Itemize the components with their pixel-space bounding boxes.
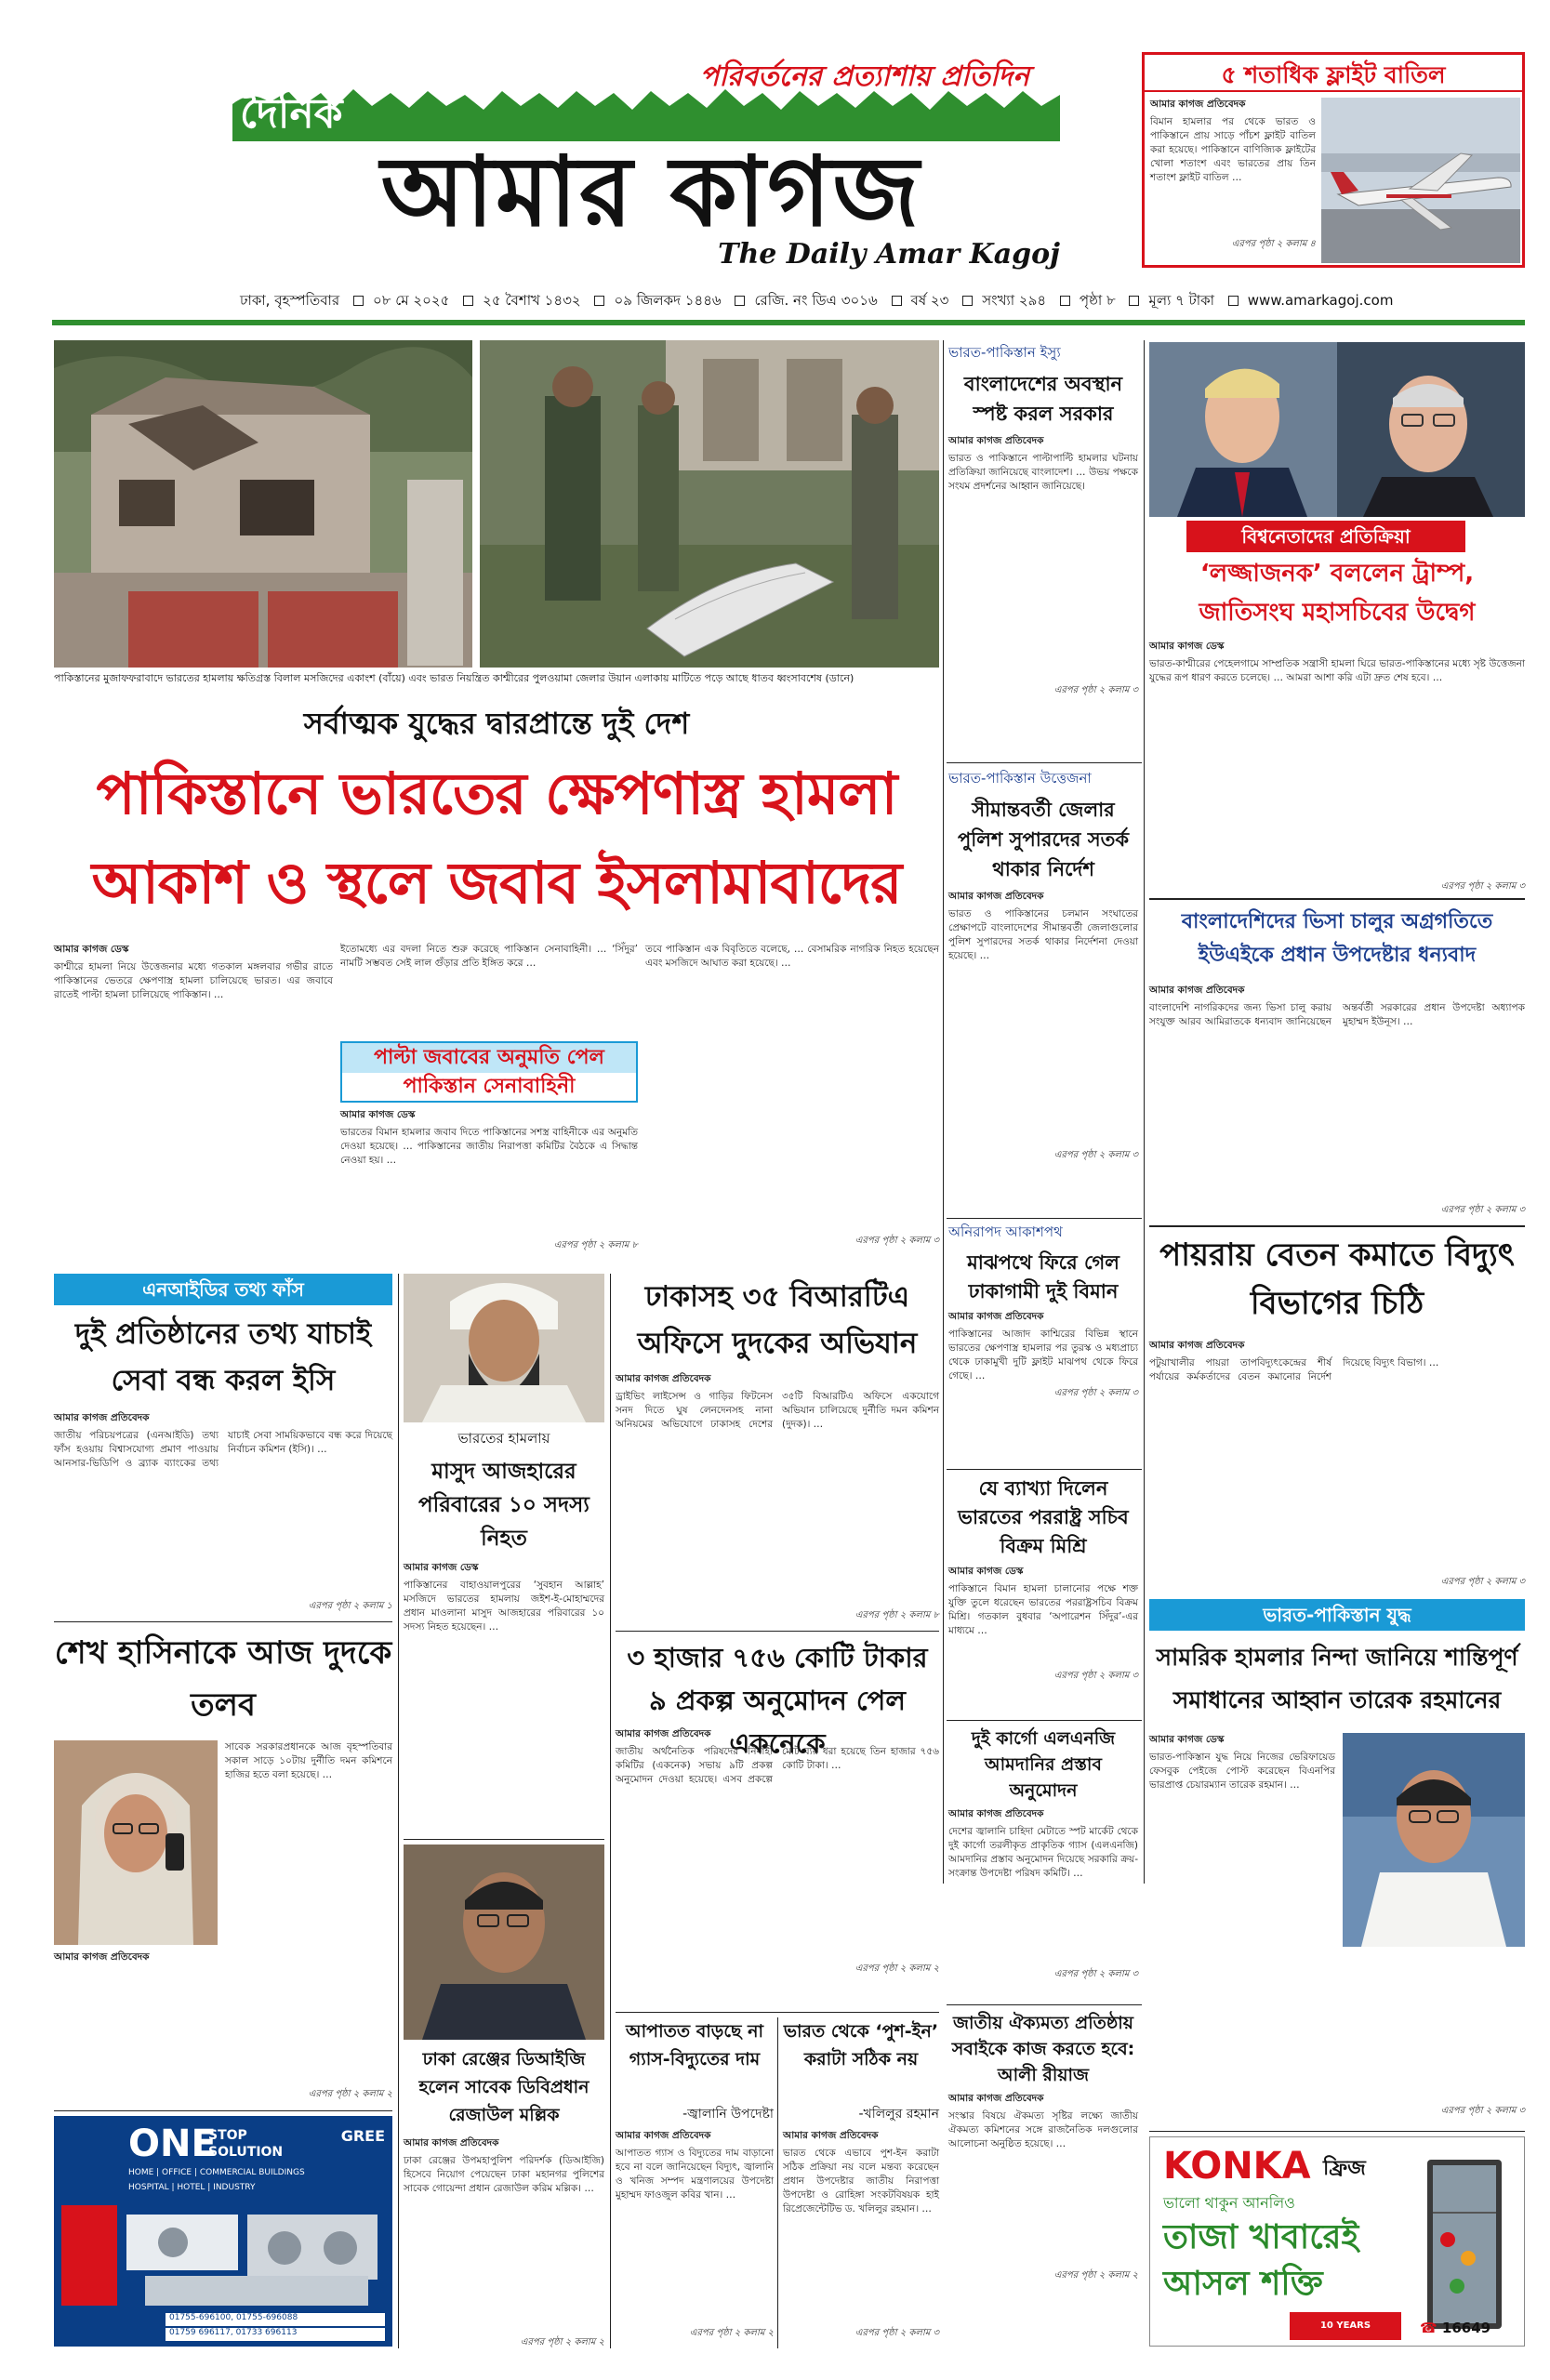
story-ecnec [616,1636,939,2008]
airspace-byline: আমার কাগজ প্রতিবেদক [948,1311,1044,1322]
lead-headline-2: আকাশ ও স্থলে জবাব ইসলামাবাদের [91,849,902,917]
ecnec-body: জাতীয় অর্থনৈতিক পরিষদের নির্বাহী কমিটির (একনেক) সভায় ৯টি প্রকল্প অনুমোদন দেওয়া হয়েছে। এসব প্রকল্পে মোট ব্যয় ধরা হয়েছে তিন হাজার ৭৫৬ কোটি টাকা। … [616,1746,939,1785]
meta-check-icon [1228,296,1239,306]
section-rule [1149,898,1525,900]
airplane-photo [1321,98,1520,263]
misri-byline: আমার কাগজ ডেস্ক [948,1566,1024,1577]
sidebar1-cont: এরপর পৃষ্ঠা ২ কলাম ৩ [1053,685,1138,695]
brta-byline: আমার কাগজ প্রতিবেদক [616,1373,711,1384]
konka-line1: ভালো থাকুন আনলিও [1163,2194,1295,2212]
one-ad-line2: HOME | OFFICE | COMMERCIAL BUILDINGS [128,2168,305,2177]
story-misri [948,1474,1138,1716]
destroyed-mosque-photo [54,340,472,668]
lead-body-col2: ইতোমধ্যে এর বদলা নিতে শুরু করেছে পাকিস্তান সেনাবাহিনী। … ‘সিঁদুর’ নামটি সম্ভবত সেই লাল গুঁড়ার প্রতি ইঙ্গিত করে … [340,944,639,969]
ecnec-cont: এরপর পৃষ্ঠা ২ কলাম ২ [854,1964,939,1974]
trump-guterres-photo [1149,342,1525,517]
one-ad-partner: GREE [340,2127,385,2145]
masthead-tagline: পরিবর্তনের প্রত্যাশায় প্রতিদিন [699,60,1030,93]
section-rule [947,1469,1142,1470]
story-unity [948,2010,1138,2317]
lead-photo-caption: পাকিস্তানের মুজাফফরাবাদে ভারতের হামলায় ক্ষতিগ্রস্ত বিলাল মসজিদের একাংশ (বাঁয়ে) এবং ভারত নিয়ন্ত্রিত কাশ্মীরের পুলওয়ামা জেলার উয়ান এলাকায় মাটিতে পড়ে আছে ধাতব ধ্বংসাবশেষ (ডানে) [54,672,854,684]
story-pushin [783,2017,939,2348]
dig-byline: আমার কাগজ প্রতিবেদক [404,2137,499,2149]
story-masood [404,1274,604,1711]
masood-body: পাকিস্তানের বাহাওয়ালপুরের ‘সুবহান আল্লাহ’ মসজিদে ভারতের হামলায় জইশ-ই-মোহাম্মদের প্রধান মাওলানা মাসুদ আজহারের পরিবারের ১০ সদস্য নিহত হয়েছেন। … [404,1580,604,1633]
pushin-cont: এরপর পৃষ্ঠা ২ কলাম ৩ [854,2328,939,2338]
section-rule [947,1720,1142,1721]
tarique-title: সামরিক হামলার নিন্দা জানিয়ে শান্তিপূর্ণ সমাধানের আহ্বান তারেক রহমানের [1156,1644,1518,1713]
lead-headline-1: পাকিস্তানে ভারতের ক্ষেপণাস্ত্র হামলা [96,760,897,827]
visa-byline: আমার কাগজ প্রতিবেদক [1149,985,1245,996]
hvac-units-image [61,2205,385,2309]
airspace-cont: এরপর পৃষ্ঠা ২ কলাম ৩ [1053,1388,1138,1398]
masthead [0,0,1550,335]
meta-reg: রেজি. নং ডিএ ৩০১৬ [754,292,878,309]
one-stop-ad[interactable] [54,2116,392,2347]
tarique-section [1149,1599,1525,2129]
column-rule [610,1274,611,2348]
dig-photo [404,1844,604,2040]
section-rule [54,1621,392,1622]
sidebar1-body: ভারত ও পাকিস্তানে পাল্টাপাল্টি হামলার ঘটনায় প্রতিক্রিয়া জানিয়েছে বাংলাদেশ। … উভয় পক্ষকে সংযম প্রদর্শনের আহ্বান জানিয়েছে। [948,453,1138,492]
hasina-byline: আমার কাগজ প্রতিবেদক [54,1951,150,1963]
section-rule [54,2110,392,2111]
pigeon-body: পটুয়াখালীর পায়রা তাপবিদ্যুৎকেন্দ্রের শীর্ষ পর্যায়ের কর্মকর্তাদের বেতন কমানোর নির্দেশ দিয়েছে বিদ্যুৎ বিভাগ। … [1149,1357,1439,1382]
konka-ad[interactable] [1149,2136,1525,2359]
flight-box-title: ৫ শতাধিক ফ্লাইট বাতিল [1145,57,1522,92]
inset-title-1: পাল্টা জবাবের অনুমতি পেল [342,1043,636,1073]
inset-title-banner [340,1041,638,1103]
story-brta [616,1274,939,1627]
section-rule [616,1631,939,1632]
section-rule [404,1839,604,1840]
inset-text [340,1108,638,1255]
pigeon-section [1149,1231,1525,1593]
lead-cont: এরপর পৃষ্ঠা ২ কলাম ৩ [854,1236,939,1246]
konka-line3: আসল শক্তি [1163,2265,1323,2303]
masthead-dainik: দৈনিক [240,90,343,138]
visa-body: বাংলাদেশি নাগরিকদের জন্য ভিসা চালু করায় সংযুক্ত আরব আমিরাতকে ধন্যবাদ জানিয়েছেন অন্তর্বর্তী সরকারের প্রধান উপদেষ্টা অধ্যাপক মুহাম্মদ ইউনূস। … [1149,1002,1525,1027]
meta-pages: পৃষ্ঠা ৮ [1079,292,1116,309]
one-ad-phones-2: 01759 696117, 01733 696113 [166,2328,385,2341]
sidebar1-byline: আমার কাগজ প্রতিবেদক [948,435,1044,446]
pushin-sub: -খলিলুর রহমান [858,2107,939,2122]
gas-byline: আমার কাগজ প্রতিবেদক [616,2130,711,2141]
lng-byline: আমার কাগজ প্রতিবেদক [948,1808,1044,1819]
hasina-photo [54,1740,218,1945]
story-gas [616,2017,774,2348]
meta-check-icon [353,296,364,306]
flight-box-byline: আমার কাগজ প্রতিবেদক [1150,99,1246,110]
column-rule [1144,340,1145,1884]
hasina-body: সাবেক সরকারপ্রধানকে আজ বৃহস্পতিবার সকাল সাড়ে ১০টায় দুর্নীতি দমন কমিশনে হাজির হতে বলা হয়েছে। … [225,1741,392,1780]
misri-title: যে ব্যাখ্যা দিলেন ভারতের পররাষ্ট্র সচিব বিক্রম মিশ্রি [958,1477,1129,1557]
lead-photo-block [54,340,939,710]
pigeon-title: পায়রায় বেতন কমাতে বিদ্যুৎ বিভাগের চিঠি [1159,1236,1515,1322]
masthead-green-rule [52,320,1525,325]
tarique-cont: এরপর পৃষ্ঠা ২ কলাম ৩ [1440,2106,1525,2116]
konka-hotline [1420,2320,1513,2340]
inset-title-2: পাকিস্তান সেনাবাহিনী [403,1075,576,1098]
brta-cont: এরপর পৃষ্ঠা ২ কলাম ৮ [854,1610,939,1620]
lead-body-col1: কাশ্মীরে হামলা নিয়ে উত্তেজনার মধ্যে গতকাল মঙ্গলবার গভীর রাতে পাকিস্তানের ভেতরে ক্ষেপণাস্ত্র হামলা চালিয়েছে ভারত। এর জবাবে রাতেই পাল্টা হামলা চালিয়েছে পাকিস্তান। … [54,961,333,1000]
lead-col-1 [54,943,333,1259]
sidebar-border-police [948,768,1138,1214]
reaction-title: ‘লজ্জাজনক’ বললেন ট্রাম্প, জাতিসংঘ মহাসচিবের উদ্বেগ [1199,560,1476,627]
konka-product: ফ্রিজ [1323,2157,1366,2180]
sidebar1-kicker: ভারত-পাকিস্তান ইস্যু [948,344,1061,361]
section-rule [1149,2131,1525,2132]
ecnec-byline: আমার কাগজ প্রতিবেদক [616,1728,711,1739]
reaction-text [1149,640,1525,900]
lead-byline: আমার কাগজ ডেস্ক [54,944,129,955]
flight-cancel-box [1142,52,1525,268]
section-rule [947,762,1142,763]
meta-check-icon [962,296,973,306]
one-ad-line1: STOP SOLUTION [208,2128,284,2160]
lng-body: দেশের জ্বালানি চাহিদা মেটাতে স্পট মার্কেট থেকে দুই কার্গো তরলীকৃত প্রাকৃতিক গ্যাস (এলএনজি) আমদানির প্রস্তাব অনুমোদন দিয়েছে সরকারি ক্রয়-সংক্রান্ত উপদেষ্টা পরিষদ কমিটি। … [948,1826,1138,1879]
section-rule [1149,1225,1525,1227]
story-dig [404,1844,604,2347]
meta-issue: সংখ্যা ২৯৪ [982,292,1047,309]
dig-title: ঢাকা রেঞ্জের ডিআইজি হলেন সাবেক ডিবিপ্রধান রেজাউল মল্লিক [418,2049,590,2125]
pushin-byline: আমার কাগজ প্রতিবেদক [783,2130,879,2141]
konka-brand: KONKA [1163,2145,1311,2188]
sidebar2-kicker: ভারত-পাকিস্তান উত্তেজনা [948,770,1092,787]
airspace-body: পাকিস্তানের আজাদ কাশ্মিরের বিভিন্ন স্থানে ভারতের ক্ষেপণাস্ত্র হামলার পর তুরস্ক ও মধ্যপ্রাচ্য থেকে ঢাকামুখী দুটি ফ্লাইট মাঝপথ থেকে ফিরে গেছে। … [948,1329,1138,1382]
pushin-title: ভারত থেকে ‘পুশ-ইন’ করাটা সঠিক নয় [783,2021,939,2069]
reaction-section [1149,342,1525,900]
meta-check-icon [1129,296,1139,306]
masood-photo [404,1274,604,1422]
story-lng [948,1726,1138,1999]
inset-cont: এরপর পৃষ্ঠা ২ কলাম ৮ [553,1240,638,1250]
lead-kicker: সর্বাত্মক যুদ্ধের দ্বারপ্রান্তে দুই দেশ [303,706,690,741]
counterattack-inset [340,1041,638,1255]
masthead-english: The Daily Amar Kagoj [718,238,1060,271]
column-rule [777,2017,778,2348]
dig-cont: এরপর পৃষ্ঠা ২ কলাম ২ [520,2337,604,2347]
hasina-text-right [225,1740,392,2107]
story-airspace [948,1222,1138,1465]
airspace-title: মাঝপথে ফিরে গেল ঢাকাগামী দুই বিমান [967,1251,1119,1302]
nid-banner: এনআইডির তথ্য ফাঁস [54,1274,392,1305]
misri-body: পাকিস্তানে বিমান হামলা চালানোর পক্ষে শক্ত যুক্তি তুলে ধরেছেন ভারতের পররাষ্ট্রসচিব বিক্রম মিশ্রি। গতকাল বুধবার ‘অপারেশন সিঁদুর’-এর মাধ্যমে … [948,1583,1138,1636]
dig-body: ঢাকা রেঞ্জের উপমহাপুলিশ পরিদর্শক (ডিআইজি) হিসেবে নিয়োগ পেয়েছেন ঢাকা মহানগর পুলিশের সাবেক গোয়েন্দা প্রধান রেজাউল করিম মল্লিক। … [404,2155,604,2194]
column-rule [943,340,944,1884]
unity-title: জাতীয় ঐক্যমত্য প্রতিষ্ঠায় সবাইকে কাজ করতে হবে: আলী রীয়াজ [951,2013,1135,2085]
meta-check-icon [892,296,902,306]
gas-title: আপাতত বাড়ছে না গ্যাস-বিদ্যুতের দাম [626,2021,763,2069]
ecnec-title: ৩ হাজার ৭৫৬ কোটি টাকার ৯ প্রকল্প অনুমোদন পেল একনেকে [627,1642,928,1759]
section-rule [947,1218,1142,1219]
section-rule [947,2004,1142,2005]
tarique-text [1149,1733,1335,2127]
airspace-kicker: অনিরাপদ আকাশপথ [948,1223,1063,1240]
pushin-body: ভারত থেকে এভাবে পুশ-ইন করাটা সঠিক প্রক্রিয়া নয় বলে মন্তব্য করেছেন প্রধান উপদেষ্টার জাতীয় নিরাপত্তা উপদেষ্টা ও রোহিঙ্গা সংকটবিষয়ক হাই রিপ্রেজেন্টেটিভ ড. খলিলুর রহমান। … [783,2148,939,2215]
meta-price: মূল্য ৭ টাকা [1148,292,1214,309]
sidebar2-cont: এরপর পৃষ্ঠা ২ কলাম ৩ [1053,1150,1138,1160]
flight-box-cont: এরপর পৃষ্ঠা ২ কলাম ৪ [1231,239,1316,249]
sidebar1-title: বাংলাদেশের অবস্থান স্পষ্ট করল সরকার [963,373,1123,425]
one-ad-brand: ONE [128,2122,217,2165]
story-hasina [54,1627,392,2107]
unity-cont: এরপর পৃষ্ঠা ২ কলাম ২ [1053,2270,1138,2281]
one-ad-line3: HOSPITAL | HOTEL | INDUSTRY [128,2183,256,2192]
nid-cont: এরপর পৃষ্ঠা ২ কলাম ১ [308,1601,392,1611]
nid-title: দুই প্রতিষ্ঠানের তথ্য যাচাই সেবা বন্ধ করল ইসি [74,1317,372,1397]
konka-warranty: 10 YEARS WARRANTY [1290,2312,1401,2340]
masood-title: মাসুদ আজহারের পরিবারের ১০ সদস্য নিহত [418,1460,590,1551]
masthead-meta-line [240,290,1532,311]
one-ad-phones-1: 01755-696100, 01755-696088 [166,2313,385,2326]
tarique-banner: ভারত-পাকিস্তান যুদ্ধ [1149,1599,1525,1631]
gas-body: আপাতত গ্যাস ও বিদ্যুতের দাম বাড়ানো হবে না বলে জানিয়েছেন বিদ্যুৎ, জ্বালানি ও খনিজ সম্পদ মন্ত্রণালয়ের উপদেষ্টা মুহাম্মদ ফাওজুল কবির খান। … [616,2148,774,2201]
meta-check-icon [594,296,604,306]
nid-byline: আমার কাগজ প্রতিবেদক [54,1412,150,1423]
sidebar2-byline: আমার কাগজ প্রতিবেদক [948,891,1044,902]
fridge-image [1420,2156,1509,2333]
meta-bn-date: ২৫ বৈশাখ ১৪৩২ [483,292,581,309]
inset-body: ভারতের বিমান হামলার জবাব দিতে পাকিস্তানের সশস্ত্র বাহিনীকে এর অনুমতি দেওয়া হয়েছে। … পাকিস্তানের জাতীয় নিরাপত্তা কমিটির বৈঠকে এ সিদ্ধান্ত নেওয়া হয়। … [340,1127,638,1166]
brta-title: ঢাকাসহ ৩৫ বিআরটিএ অফিসে দুদকের অভিযান [637,1280,918,1360]
flight-box-body: বিমান হামলার পর থেকে ভারত ও পাকিস্তানে প্রায় সাড়ে পাঁচশ ফ্লাইট বাতিল করা হয়েছে। পাকিস্তানে বাণিজ্যিক ফ্লাইটের খোলা শতাংশ এবং ভারতের প্রায় তিন শতাংশ ফ্লাইট বাতিল … [1150,116,1316,183]
reaction-cont: এরপর পৃষ্ঠা ২ কলাম ৩ [1440,881,1525,892]
phone-icon: ☎ [1420,2320,1442,2336]
meta-check-icon [1060,296,1070,306]
reaction-banner: বিশ্বনেতাদের প্রতিক্রিয়া [1186,521,1465,552]
meta-date: ঢাকা, বৃহস্পতিবার [240,292,340,309]
visa-section [1149,906,1525,1222]
tarique-body: ভারত-পাকিস্তান যুদ্ধ নিয়ে নিজের ভেরিফায়েড ফেসবুক পেইজে পোস্ট করেছেন বিএনপির ভারপ্রাপ্ত চেয়ারম্যান তারেক রহমান। … [1149,1752,1335,1791]
reaction-body: ভারত-কাশ্মীরের পেহেলগামে সাম্প্রতিক সন্ত্রাসী হামলা ঘিরে ভারত-পাকিস্তানের মধ্যে সৃষ্ট উত্তেজনা যুদ্ধের রূপ ধারণ করতে চলেছে। … আমরা আশা করি এটা দ্রুত শেষ হবে। … [1149,658,1525,683]
hasina-cont: এরপর পৃষ্ঠা ২ কলাম ২ [308,2089,392,2099]
meta-check-icon [735,296,745,306]
visa-cont: এরপর পৃষ্ঠা ২ কলাম ৩ [1440,1205,1525,1215]
masood-byline: আমার কাগজ ডেস্ক [404,1562,479,1573]
misri-cont: এরপর পৃষ্ঠা ২ কলাম ৩ [1053,1671,1138,1681]
section-rule [616,2012,939,2013]
tarique-photo [1343,1733,1525,1947]
unity-body: সংস্কার বিষয়ে ঐকমত্য সৃষ্টির লক্ষ্যে জাতীয় ঐকমত্য কমিশনের সঙ্গে রাজনৈতিক দলগুলোর আলোচনা অনুষ্ঠিত হয়েছে। … [948,2110,1138,2149]
meta-check-icon [463,296,473,306]
masood-kicker: ভারতের হামলায় [457,1430,550,1447]
flight-box-text [1150,98,1316,263]
gas-sub: -জ্বালানি উপদেষ্টা [682,2107,774,2122]
nid-body: জাতীয় পরিচয়পত্রের (এনআইডি) তথ্য ফাঁস হওয়ায় বিশ্বাসযোগ্য প্রমাণ পাওয়ায় আনসার-ভিডিপি ও ব্র্যাক ব্যাংকের তথ্য যাচাই সেবা সাময়িকভাবে বন্ধ করে দিয়েছে নির্বাচন কমিশন (ইসি)। … [54,1430,392,1469]
pigeon-byline: আমার কাগজ প্রতিবেদক [1149,1340,1245,1351]
meta-year: বর্ষ ২৩ [910,292,949,309]
konka-hotline-number: 16649 [1441,2320,1491,2336]
brta-body: ড্রাইভিং লাইসেন্স ও গাড়ির ফিটনেস সনদ দিতে ঘুষ লেনদেনসহ নানা অনিয়মের অভিযোগে ঢাকাসহ দেশের ৩৫টি বিআরটিএ অফিসে একযোগে অভিযান চালিয়েছে দুর্নীতি দমন কমিশন (দুদক)। … [616,1391,939,1430]
lng-cont: এরপর পৃষ্ঠা ২ কলাম ৩ [1053,1969,1138,1979]
story-nid [54,1311,392,1618]
reaction-byline: আমার কাগজ ডেস্ক [1149,641,1225,652]
debris-field-photo [480,340,939,668]
visa-title: বাংলাদেশিদের ভিসা চালুর অগ্রগতিতে ইউএইকে প্রধান উপদেষ্টার ধন্যবাদ [1181,910,1493,967]
pigeon-cont: এরপর পৃষ্ঠা ২ কলাম ৩ [1440,1577,1525,1587]
meta-website[interactable]: www.amarkagoj.com [1247,292,1394,309]
lng-title: দুই কার্গো এলএনজি আমদানির প্রস্তাব অনুমোদন [971,1728,1116,1801]
gas-cont: এরপর পৃষ্ঠা ২ কলাম ২ [689,2328,774,2338]
lead-col-3 [645,943,939,1259]
lead-col-2 [340,943,638,1036]
column-rule [398,1274,399,2348]
unity-byline: আমার কাগজ প্রতিবেদক [948,2093,1044,2104]
meta-eng-date: ০৮ মে ২০২৫ [372,292,450,309]
inset-byline: আমার কাগজ ডেস্ক [340,1109,416,1120]
sidebar2-title: সীমান্তবর্তী জেলার পুলিশ সুপারদের সতর্ক থাকার নির্দেশ [957,799,1130,880]
tarique-byline: আমার কাগজ ডেস্ক [1149,1734,1225,1745]
meta-hijri-date: ০৯ জিলকদ ১৪৪৬ [614,292,722,309]
konka-line2: তাজা খাবারেই [1163,2218,1359,2256]
sidebar2-body: ভারত ও পাকিস্তানের চলমান সংঘাতের প্রেক্ষাপটে বাংলাদেশের সীমান্তবর্তী জেলাগুলোর পুলিশ সুপারদের সতর্ক থাকার নির্দেশনা দেওয়া হয়েছে। … [948,908,1138,961]
hasina-title: শেখ হাসিনাকে আজ দুদকে তলব [54,1634,392,1724]
lead-body-col3: তবে পাকিস্তান এক বিবৃতিতে বলেছে, … বেসামরিক নাগরিক নিহত হয়েছেন এবং মসজিদে আঘাত করা হয়েছে। … [645,944,939,969]
sidebar-bangladesh-stance [948,342,1138,779]
masthead-title: আমার কাগজ [380,135,921,248]
